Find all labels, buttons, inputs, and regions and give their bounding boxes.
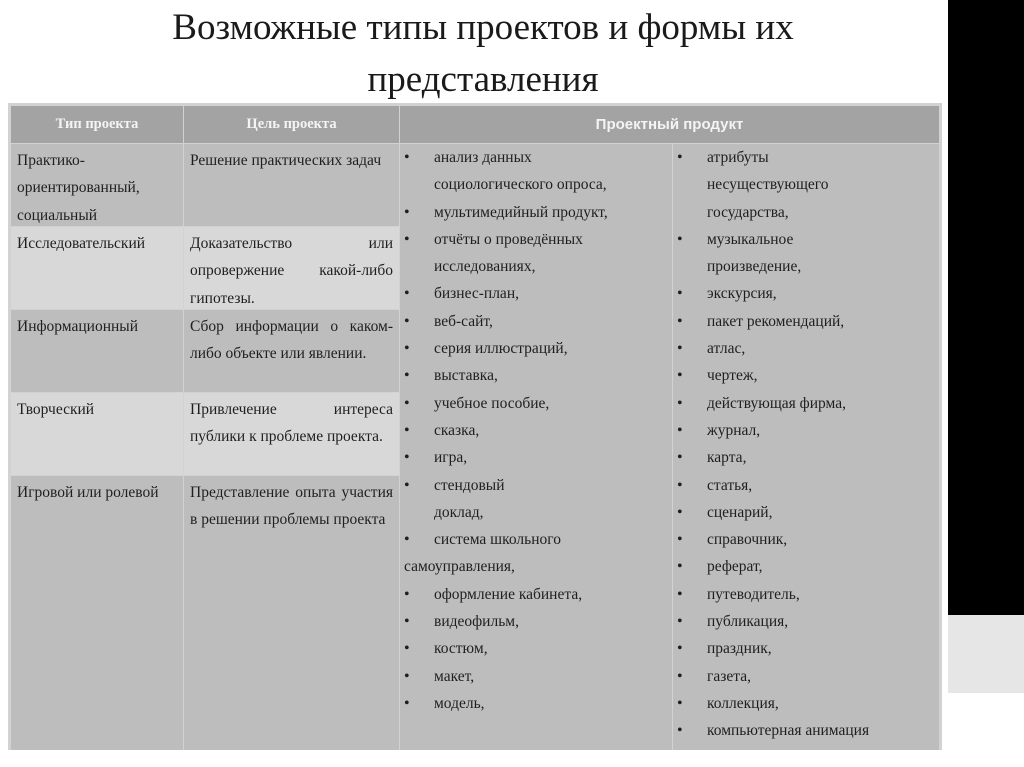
row-4-goal: Привлечение интереса публики к проблеме проекта. bbox=[184, 393, 399, 475]
product-item: самоуправления, bbox=[404, 558, 515, 576]
row-1-goal: Решение практических задач bbox=[184, 144, 399, 226]
product-item: • экскурсия, bbox=[673, 280, 939, 307]
product-item: несуществующего bbox=[707, 176, 829, 194]
side-white-panel bbox=[948, 693, 1024, 767]
product-item: • реферат, bbox=[673, 553, 939, 580]
product-item: • праздник, bbox=[673, 635, 939, 662]
product-item: • сценарий, bbox=[673, 499, 939, 526]
slide-title bbox=[0, 2, 966, 106]
product-item: • оформление кабинета, bbox=[400, 581, 672, 608]
product-item: • пакет рекомендаций, bbox=[673, 308, 939, 335]
product-item: • макет, bbox=[400, 663, 672, 690]
product-item: • отчёты о проведённых bbox=[400, 226, 672, 253]
product-item: • анализ данных bbox=[400, 144, 672, 171]
product-item: • модель, bbox=[400, 690, 672, 717]
row-5-type-text: Игровой или ролевой bbox=[17, 484, 159, 501]
product-item: • серия иллюстраций, bbox=[400, 335, 672, 362]
product-item: • стендовый bbox=[400, 472, 672, 499]
product-item: • видеофильм, bbox=[400, 608, 672, 635]
product-item: доклад, bbox=[434, 503, 484, 521]
product-item: • атлас, bbox=[673, 335, 939, 362]
product-item: • справочник, bbox=[673, 526, 939, 553]
product-item: • газета, bbox=[673, 663, 939, 690]
product-item: • чертеж, bbox=[673, 362, 939, 389]
product-item: • учебное пособие, bbox=[400, 390, 672, 417]
header-project-goal: Цель проекта bbox=[184, 106, 399, 143]
product-item: • мультимедийный продукт, bbox=[400, 199, 672, 226]
row-5-type bbox=[11, 476, 183, 750]
row-3-goal: Сбор информации о каком-либо объекте или явлении. bbox=[184, 310, 399, 392]
row-2-type: Исследовательский bbox=[11, 227, 183, 309]
products-list-2 bbox=[673, 144, 939, 745]
product-item: • путеводитель, bbox=[673, 581, 939, 608]
product-item: • игра, bbox=[400, 444, 672, 471]
header-project-product: Проектный продукт bbox=[400, 106, 939, 143]
product-item: • костюм, bbox=[400, 635, 672, 662]
product-item: исследованиях, bbox=[434, 258, 536, 276]
row-3-type: Информационный bbox=[11, 310, 183, 392]
product-item: государства, bbox=[707, 203, 789, 221]
slide-title-line-2: представления bbox=[367, 59, 599, 100]
projects-table bbox=[8, 103, 942, 750]
product-item: • коллекция, bbox=[673, 690, 939, 717]
product-item: • выставка, bbox=[400, 362, 672, 389]
slide-title-line-1: Возможные типы проектов и формы их bbox=[172, 7, 794, 48]
product-item: • компьютерная анимация bbox=[673, 717, 939, 744]
product-item: • веб-сайт, bbox=[400, 308, 672, 335]
products-column-1 bbox=[400, 144, 672, 750]
product-item: • система школьного bbox=[400, 526, 672, 553]
product-item: социологического опроса, bbox=[434, 176, 607, 194]
product-item: • музыкальное bbox=[673, 226, 939, 253]
product-item: • статья, bbox=[673, 472, 939, 499]
row-1-type: Практико-ориентированный, социальный bbox=[11, 144, 183, 226]
products-column-2 bbox=[673, 144, 939, 750]
product-item: • атрибуты bbox=[673, 144, 939, 171]
product-item: • публикация, bbox=[673, 608, 939, 635]
side-gray-panel bbox=[948, 615, 1024, 693]
row-5-goal: Представление опыта участия в решении проблемы проекта bbox=[184, 476, 399, 750]
product-item: • бизнес-план, bbox=[400, 280, 672, 307]
header-project-type: Тип проекта bbox=[11, 106, 183, 143]
products-list-1 bbox=[400, 144, 672, 717]
product-item: произведение, bbox=[707, 258, 802, 276]
product-item: • карта, bbox=[673, 444, 939, 471]
product-item: • сказка, bbox=[400, 417, 672, 444]
row-2-goal: Доказательство или опровержение какой-либо гипотезы. bbox=[184, 227, 399, 309]
product-item: • действующая фирма, bbox=[673, 390, 939, 417]
row-4-type: Творческий bbox=[11, 393, 183, 475]
product-item: • журнал, bbox=[673, 417, 939, 444]
